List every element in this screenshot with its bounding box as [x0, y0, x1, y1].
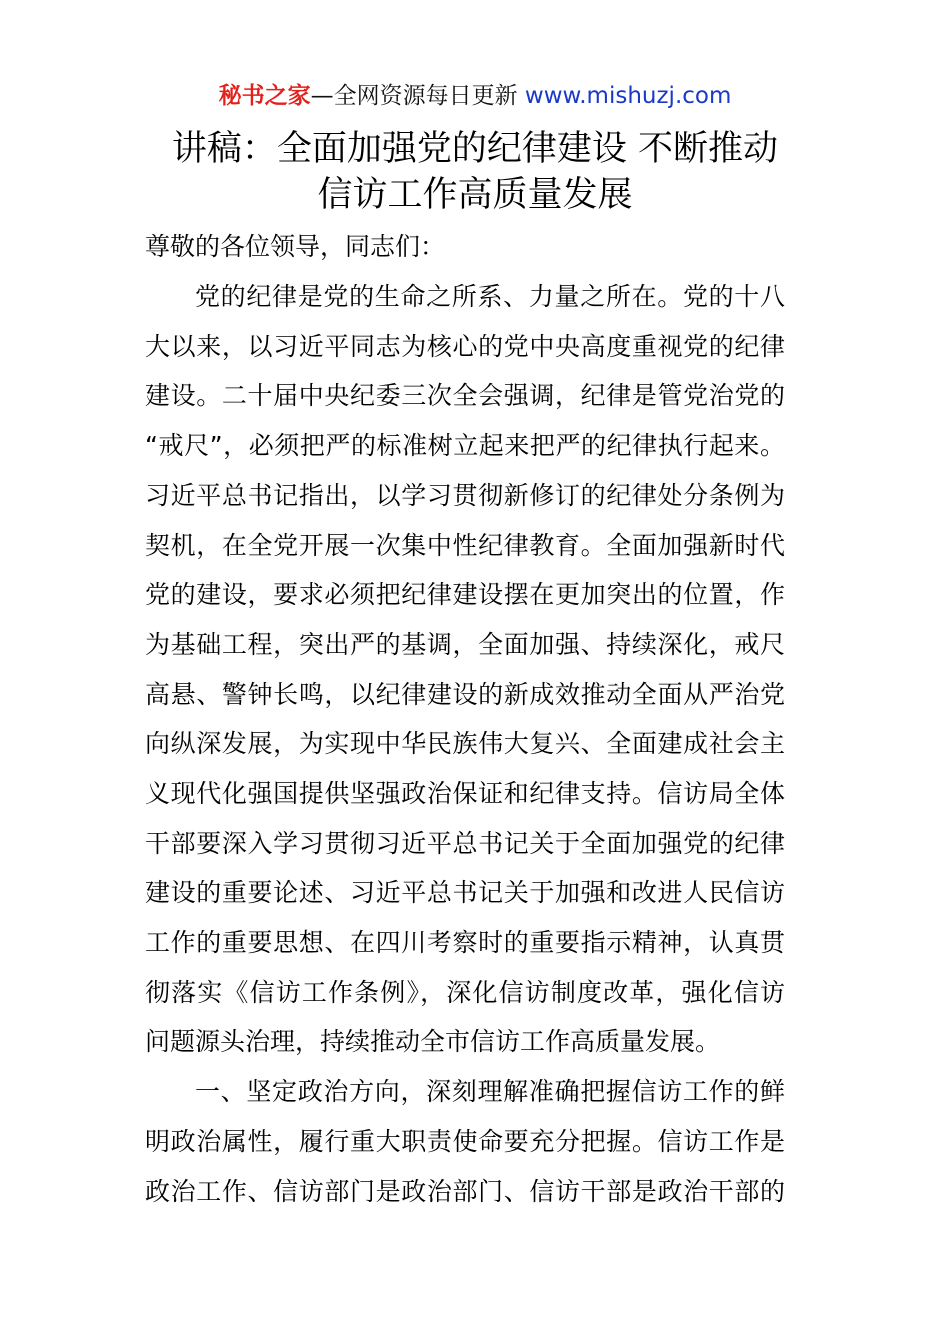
paragraph-line: 契机，在全党开展一次集中性纪律教育。全面加强新时代	[145, 531, 785, 560]
paragraph-line: 习近平总书记指出，以学习贯彻新修订的纪律处分条例为	[145, 481, 785, 510]
salutation: 尊敬的各位领导，同志们：	[145, 232, 446, 261]
paragraph-line: 一、坚定政治方向，深刻理解准确把握信访工作的鲜	[195, 1077, 785, 1106]
paragraph-line: 政治工作、信访部门是政治部门、信访干部是政治干部的	[145, 1177, 785, 1206]
paragraph-line: 彻落实《信访工作条例》，深化信访制度改革，强化信访	[145, 978, 785, 1007]
paragraph-line: 工作的重要思想、在四川考察时的重要指示精神，认真贯	[145, 928, 785, 957]
paragraph-line: 高悬、警钟长鸣，以纪律建设的新成效推动全面从严治党	[145, 680, 785, 709]
paragraph-line: 干部要深入学习贯彻习近平总书记关于全面加强党的纪律	[145, 829, 785, 858]
site-url-link[interactable]: www.mishuzj.com	[524, 83, 732, 109]
paragraph-line: 问题源头治理，持续推动全市信访工作高质量发展。	[145, 1027, 721, 1056]
paragraph-line: 大以来，以习近平同志为核心的党中央高度重视党的纪律	[145, 332, 785, 361]
paragraph-line: 向纵深发展，为实现中华民族伟大复兴、全面建成社会主	[145, 729, 785, 758]
paragraph-line: 义现代化强国提供坚强政治保证和纪律支持。信访局全体	[145, 779, 785, 808]
paragraph-line: 建设的重要论述、习近平总书记关于加强和改进人民信访	[145, 878, 785, 907]
document-title-line-2: 信访工作高质量发展	[317, 175, 633, 215]
paragraph-line: 明政治属性，履行重大职责使命要充分把握。信访工作是	[145, 1127, 785, 1156]
paragraph-line: 党的纪律是党的生命之所系、力量之所在。党的十八	[195, 282, 785, 311]
document-title-line-1: 讲稿：全面加强党的纪律建设 不断推动	[171, 129, 779, 169]
site-header	[0, 80, 950, 112]
header-tagline: —全网资源每日更新	[310, 83, 518, 109]
paragraph-line: 党的建设，要求必须把纪律建设摆在更加突出的位置，作	[145, 580, 785, 609]
paragraph-line: 为基础工程，突出严的基调，全面加强、持续深化，戒尺	[145, 630, 785, 659]
paragraph-line: “戒尺”，必须把严的标准树立起来把严的纪律执行起来。	[145, 431, 785, 460]
brand-name: 秘书之家	[218, 83, 311, 109]
paragraph-line: 建设。二十届中央纪委三次全会强调，纪律是管党治党的	[145, 381, 785, 410]
